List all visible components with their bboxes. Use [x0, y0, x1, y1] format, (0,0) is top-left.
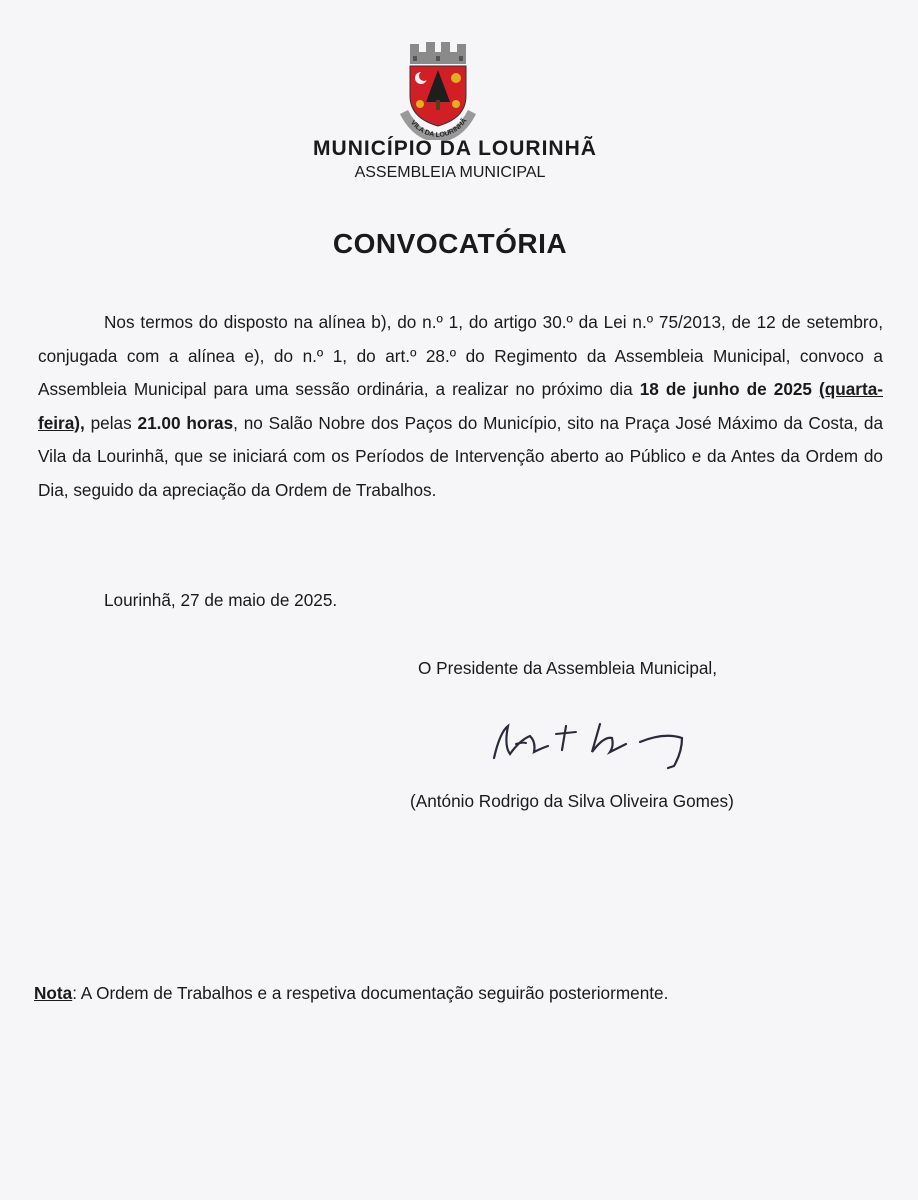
- session-time: 21.00 horas: [137, 412, 234, 433]
- body-text-part-3: , no Salão Nobre dos Paços do Município, sito na Praça José Máximo da Costa, da Vila da Lourinhã, que se iniciará com os Períodos de Intervenção aberto ao Público e da Antes da Ordem do Dia, seguido da apreciação da Ordem de Trabalhos.: [38, 412, 884, 500]
- footnote-label: Nota: [34, 983, 73, 1003]
- crest-motto: VILA DA LOURINHÃ: [409, 117, 469, 140]
- footnote: [34, 983, 668, 1004]
- signatory-name: (António Rodrigo da Silva Oliveira Gomes): [410, 791, 734, 811]
- assembly-name: ASSEMBLEIA MUNICIPAL: [354, 164, 546, 181]
- signatory-role: O Presidente da Assembleia Municipal,: [418, 658, 718, 678]
- convocation-paragraph: [38, 306, 883, 507]
- session-weekday: (quarta-feira),: [38, 379, 884, 433]
- body-text-part-2: pelas: [84, 412, 138, 433]
- session-date: 18 de junho de 2025: [639, 379, 812, 399]
- body-text-part-1: Nos termos do disposto na alínea b), do n.º 1, do artigo 30.º da Lei n.º 75/2013, de 12 de setembro, conjugada com a alínea e), do n.º 1, do art.º 28.º do Regimento da Assembleia Municipal, convoco a Assembleia Municipal para uma sessão ordinária, a realizar no próximo dia: [38, 312, 883, 399]
- municipal-crest-icon: [396, 40, 480, 140]
- municipality-name: MUNICÍPIO DA LOURINHÃ: [313, 137, 597, 160]
- document-title: CONVOCATÓRIA: [332, 228, 568, 259]
- handwritten-signature-icon: [486, 712, 706, 772]
- place-date: Lourinhã, 27 de maio de 2025.: [104, 590, 338, 610]
- footnote-text: : A Ordem de Trabalhos e a respetiva documentação seguirão posteriormente.: [72, 983, 669, 1003]
